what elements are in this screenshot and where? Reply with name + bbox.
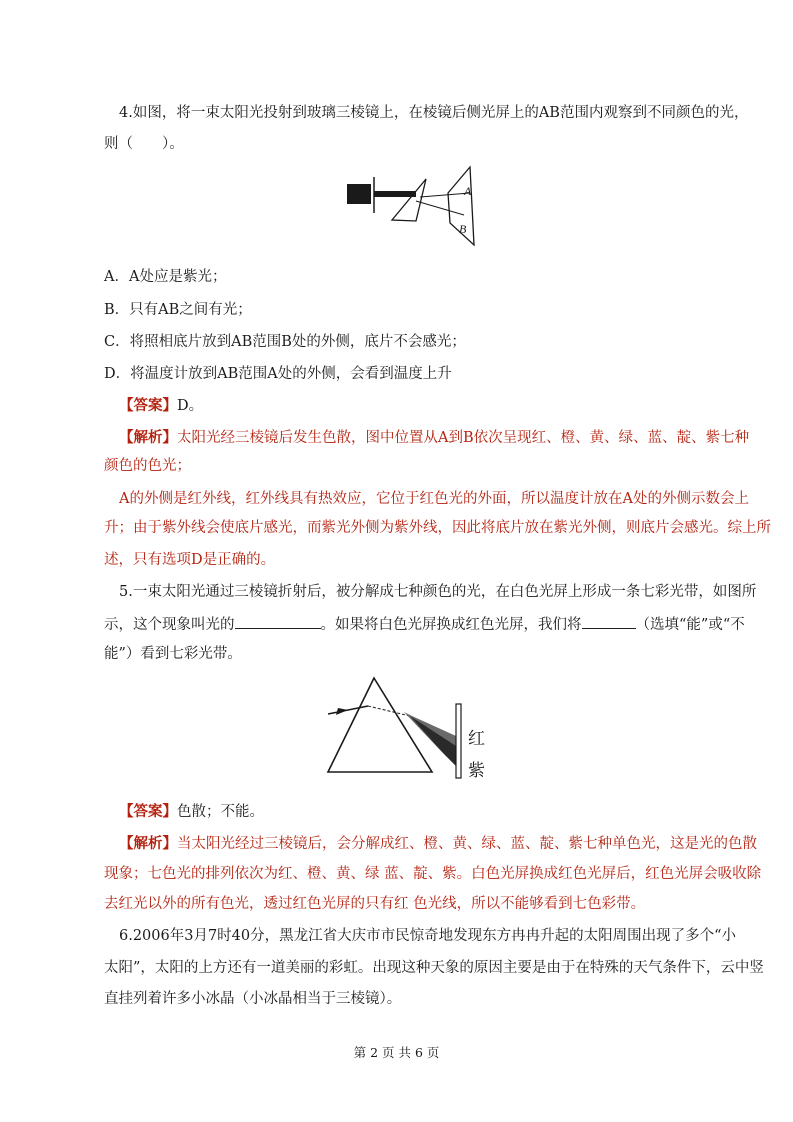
- q5-analysis-text1: 当太阳光经过三棱镜后，会分解成红、橙、黄、绿、蓝、靛、紫七种单色光，这是光的色散: [177, 836, 757, 852]
- q4-answer: [119, 396, 203, 416]
- q4-analysis-line2: 颜色的色光；: [104, 458, 191, 474]
- q5-answer-text: 色散；不能。: [177, 804, 264, 820]
- q5-analysis-line2: 现象；七色光的排列依次为红、橙、黄、绿 蓝、靛、紫。白色光屏换成红色光屏后，红色光屏会吸收除: [104, 866, 762, 882]
- q4-option-b: B．只有AB之间有光；: [104, 302, 252, 318]
- page-footer: 第 2 页 共 6 页: [353, 1045, 440, 1060]
- prism-outline: [392, 179, 426, 221]
- light-beam: [374, 191, 416, 197]
- q6-line3: 直挂列着许多小冰晶（小冰晶相当于三棱镜）。: [104, 991, 402, 1007]
- q6-line1: 6.2006年3月7时40分，黑龙江省大庆市市民惊奇地发现东方冉冉升起的太阳周围出现了多个“小: [119, 928, 737, 944]
- q4-answer-text: D。: [177, 398, 204, 414]
- q5-dispersion-figure: [328, 676, 498, 784]
- q6-line2: 太阳”，太阳的上方还有一道美丽的彩虹。出现这种天象的原因主要是由于在特殊的天气条件下，云中竖: [104, 960, 764, 976]
- ray-to-a: [420, 193, 470, 197]
- q5-stem-line3: 能”）看到七彩光带。: [104, 646, 242, 662]
- label-purple: 紫: [468, 761, 485, 781]
- q4-analysis-line4: 升；由于紫外线会使底片感光，而紫光外侧为紫外线，因此将底片放在紫光外侧，则底片会感光。综上所: [104, 520, 771, 536]
- refracted-ray: [368, 706, 410, 716]
- q5-stem-line1: 5.一束太阳光通过三棱镜折射后，被分解成七种颜色的光，在白色光屏上形成一条七彩光带，如图所: [119, 584, 757, 600]
- light-source-block: [347, 184, 371, 204]
- q5-stem-text-a: 示，这个现象叫光的: [104, 617, 235, 633]
- q5-blank-2: [582, 614, 636, 629]
- ray-to-b: [416, 201, 464, 215]
- q4-stem-line1: 4.如图，将一束太阳光投射到玻璃三棱镜上，在棱镜后侧光屏上的AB范围内观察到不同颜色的光，: [119, 105, 749, 121]
- q4-analysis-line1: [119, 428, 749, 448]
- q5-analysis-tag: 【解析】: [119, 835, 177, 852]
- q4-analysis-tag: 【解析】: [119, 429, 177, 446]
- q4-analysis-line5: 述，只有选项D是正确的。: [104, 552, 276, 568]
- label-red: 红: [468, 729, 485, 749]
- q5-stem-text-c: （选填“能”或“不: [635, 617, 745, 633]
- q5-answer: [119, 802, 264, 822]
- q4-stem-line2: 则（ ）。: [104, 136, 184, 152]
- q4-prism-figure: [346, 165, 496, 247]
- q4-option-c: C．将照相底片放到AB范围B处的外侧，底片不会感光；: [104, 334, 466, 350]
- q4-analysis-line3: A的外侧是红外线，红外线具有热效应，它位于红色光的外面，所以温度计放在A处的外侧示数会上: [119, 491, 749, 507]
- q4-answer-tag: 【答案】: [119, 397, 177, 414]
- q5-answer-tag: 【答案】: [119, 803, 177, 820]
- q4-option-d: D．将温度计放到AB范围A处的外侧，会看到温度上升: [104, 366, 452, 382]
- q5-analysis-line3: 去红光以外的所有色光，透过红色光屏的只有红 色光线，所以不能够看到七色彩带。: [104, 896, 646, 912]
- q4-option-a: A．A处应是紫光；: [104, 269, 227, 285]
- figure-label-a: A: [464, 184, 472, 198]
- figure-label-b: B: [459, 222, 467, 236]
- q5-analysis-line1: [119, 834, 757, 854]
- incident-arrow-head: [336, 708, 348, 715]
- q4-analysis-text1: 太阳光经三棱镜后发生色散，图中位置从A到B依次呈现红、橙、黄、绿、蓝、靛、紫七种: [177, 430, 750, 446]
- q5-stem-line2: [104, 614, 745, 635]
- q5-blank-1: [235, 614, 321, 629]
- white-screen: [456, 704, 461, 778]
- q5-stem-text-b: 。如果将白色光屏换成红色光屏，我们将: [320, 617, 582, 633]
